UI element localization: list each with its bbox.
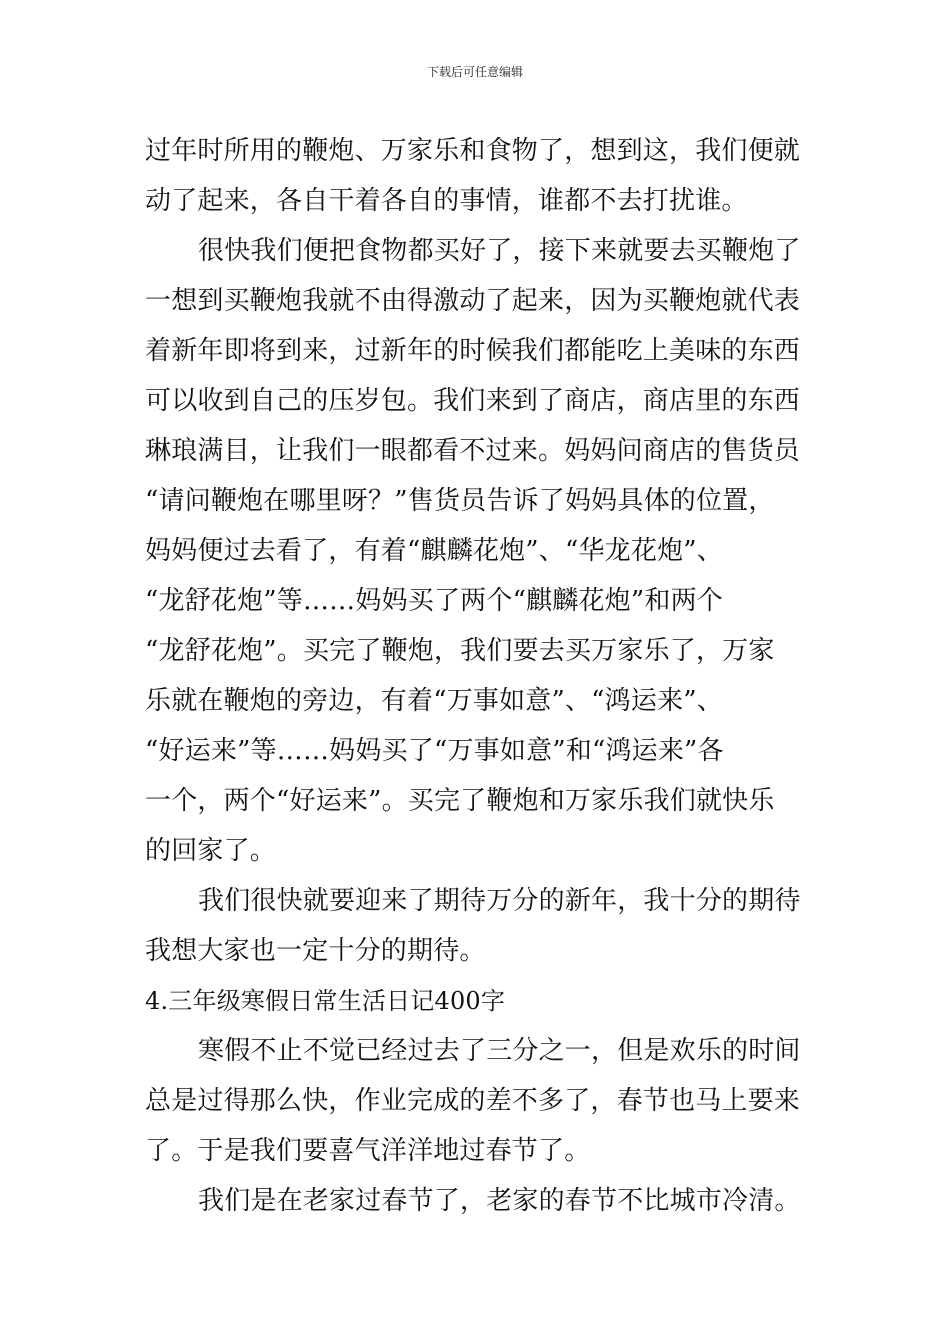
text-line: 乐就在鞭炮的旁边，有着“万事如意”、“鸿运来”、 [145, 686, 723, 716]
text-line: 可以收到自己的压岁包。我们来到了商店，商店里的东西 [145, 386, 801, 416]
document-body [145, 126, 810, 1226]
paragraph-start-line: 寒假不止不觉已经过去了三分之一，但是欢乐的时间 [198, 1036, 801, 1066]
text-line: 总是过得那么快，作业完成的差不多了，春节也马上要来 [145, 1086, 801, 1116]
text-line: “龙舒花炮”等……妈妈买了两个“麒麟花炮”和两个 [145, 586, 723, 616]
paragraph-start-line: 我们是在老家过春节了，老家的春节不比城市冷清。 [198, 1186, 801, 1216]
text-line: 琳琅满目，让我们一眼都看不过来。妈妈问商店的售货员 [145, 436, 801, 466]
text-line: “好运来”等……妈妈买了“万事如意”和“鸿运来”各 [145, 736, 724, 766]
text-line: “请问鞭炮在哪里呀？”售货员告诉了妈妈具体的位置， [145, 486, 775, 516]
page-header-note: 下载后可任意编辑 [426, 65, 523, 79]
text-line: 动了起来，各自干着各自的事情，谁都不去打扰谁。 [145, 186, 748, 216]
paragraph-start-line: 很快我们便把食物都买好了，接下来就要去买鞭炮了 [198, 236, 801, 266]
text-line: 过年时所用的鞭炮、万家乐和食物了，想到这，我们便就 [145, 136, 801, 166]
text-line: 妈妈便过去看了，有着“麒麟花炮”、“华龙花炮”、 [145, 536, 723, 566]
text-line: 我想大家也一定十分的期待。 [145, 936, 486, 966]
text-line: 着新年即将到来，过新年的时候我们都能吃上美味的东西 [145, 336, 801, 366]
text-line: 了。于是我们要喜气洋洋地过春节了。 [145, 1136, 591, 1166]
text-line: 一想到买鞭炮我就不由得激动了起来，因为买鞭炮就代表 [145, 286, 801, 316]
text-line: 的回家了。 [145, 836, 277, 866]
text-line: 一个，两个“好运来”。买完了鞭炮和万家乐我们就快乐 [145, 786, 775, 816]
paragraph-start-line: 我们很快就要迎来了期待万分的新年，我十分的期待 [198, 886, 801, 916]
section-heading: 4.三年级寒假日常生活日记400字 [145, 987, 506, 1015]
text-line: “龙舒花炮”。买完了鞭炮，我们要去买万家乐了，万家 [145, 636, 775, 666]
